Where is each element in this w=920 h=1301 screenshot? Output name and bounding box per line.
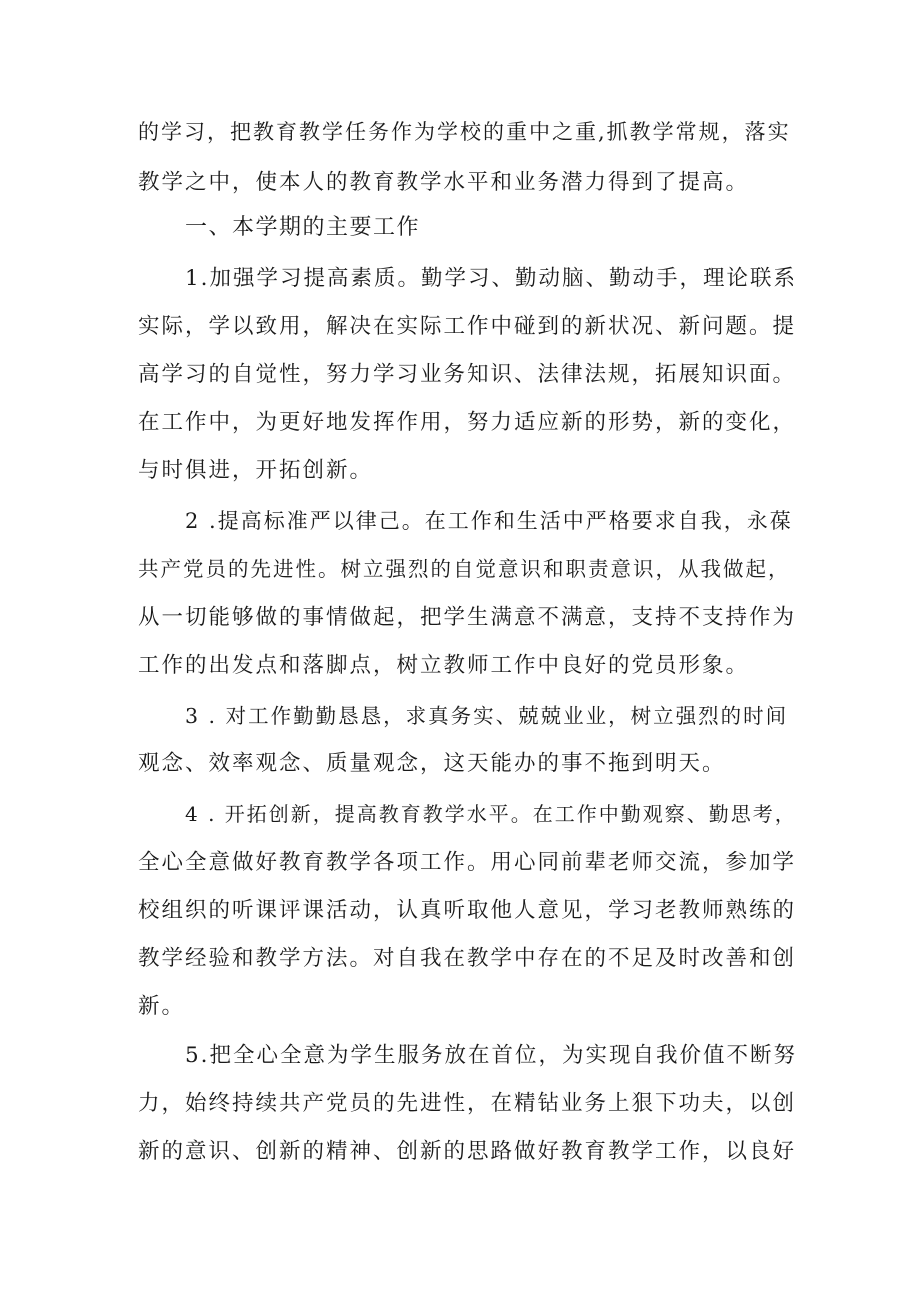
intro-line: 的学习，把教育教学任务作为学校的重中之重,抓教学常规，落实 xyxy=(138,120,791,144)
paragraph-line: 在工作中，为更好地发挥作用，努力适应新的形势，新的变化， xyxy=(138,410,797,435)
paragraph-line: 校组织的听课评课活动，认真听取他人意见，学习老教师熟练的 xyxy=(138,898,797,923)
intro-line: 教学之中，使本人的教育教学水平和业务潜力得到了提高。 xyxy=(138,170,750,195)
paragraph-line: 力，始终持续共产党员的先进性，在精钻业务上狠下功夫，以创 xyxy=(138,1091,797,1116)
paragraph-line: 工作的出发点和落脚点，树立教师工作中良好的党员形象。 xyxy=(138,653,750,678)
paragraph-line: 共产党员的先进性。树立强烈的自觉意识和职责意识，从我做起， xyxy=(138,557,791,581)
paragraph-line: 高学习的自觉性，努力学习业务知识、法律法规，拓展知识面。 xyxy=(138,362,797,387)
paragraph-line: 新的意识、创新的精神、创新的思路做好教育教学工作，以良好 xyxy=(138,1139,797,1164)
paragraph-line: 2 .提高标准严以律己。在工作和生活中严格要求自我，永葆 xyxy=(185,509,793,533)
paragraph-line: 1.加强学习提高素质。勤学习、勤动脑、勤动手，理论联系 xyxy=(185,266,798,291)
section-heading: 一、本学期的主要工作 xyxy=(185,215,421,240)
paragraph-line: 观念、效率观念、质量观念，这天能办的事不拖到明天。 xyxy=(138,751,726,776)
paragraph-line: 实际，学以致用，解决在实际工作中碰到的新状况、新问题。提 xyxy=(138,314,797,339)
paragraph-line: 全心全意做好教育教学各项工作。用心同前辈老师交流，参加学 xyxy=(138,850,797,875)
paragraph-line: 与时俱进，开拓创新。 xyxy=(138,458,374,483)
paragraph-line: 从一切能够做的事情做起，把学生满意不满意，支持不支持作为 xyxy=(138,605,797,630)
paragraph-line: 3 . 对工作勤勤恳恳，求真务实、兢兢业业，树立强烈的时间 xyxy=(185,704,789,728)
paragraph-line: 教学经验和教学方法。对自我在教学中存在的不足及时改善和创 xyxy=(138,946,797,971)
paragraph-line: 新。 xyxy=(138,994,186,1019)
paragraph-line: 4 . 开拓创新，提高教育教学水平。在工作中勤观察、勤思考， xyxy=(185,802,797,826)
paragraph-line: 5.把全心全意为学生服务放在首位，为实现自我价值不断努 xyxy=(185,1043,798,1068)
